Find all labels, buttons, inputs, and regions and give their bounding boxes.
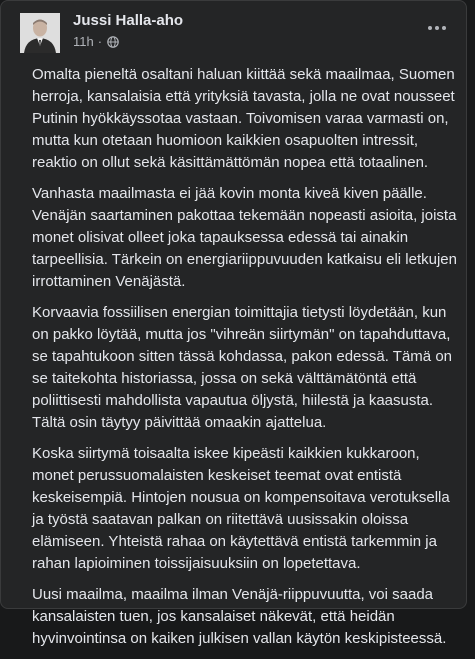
post-meta: [73, 34, 119, 49]
post-paragraph: Koska siirtymä toisaalta iskee kipeästi kaikkien kukkaroon, monet perussuomalaisten keskeiset teemat ovat entistä keskeisempiä. Hintojen nousua on kompensoitava verotuksella ja työstä saatavan palkan on riitettävä uusissakin oloissa elämiseen. Yhteistä rahaa on käytettävä entistä tarkemmin ja rahan lapioiminen toissijaisuuksiin on lopetettava.: [32, 445, 450, 572]
post-paragraph: Omalta pieneltä osaltani haluan kiittää sekä maailmaa, Suomen herroja, kansalaisia että yrityksiä tavasta, jolla ne ovat nousseet Putinin hyökkäyssotaa vastaan. Toivomisen varaa varmasti on, mutta kun otetaan huomioon kaikkien osapuolten intressit, reaktio on ollut sekä käsittämättömän nopea että totaalinen.: [32, 66, 455, 171]
post-paragraph: Vanhasta maailmasta ei jää kovin monta kiveä kiven päälle. Venäjän saartaminen pakottaa tekemään nopeasti asioita, joista monet olisivat olleet joka tapauksessa edessä tai ainakin tarpeellisia. Tärkein on energiariippuvuuden katkaisu eli letkujen irrottaminen Venäjästä.: [32, 185, 457, 290]
post-text: [32, 64, 462, 659]
author-photo: [20, 13, 60, 53]
author-name[interactable]: Jussi Halla-aho: [73, 12, 184, 29]
globe-icon[interactable]: [107, 36, 119, 48]
more-dots-icon: [427, 25, 447, 31]
post-paragraph: Korvaavia fossiilisen energian toimittajia tietysti löydetään, kun on pakko löytää, mutta jos "vihreän siirtymän" on tapahduttava, se tapahtukoon sitten tässä kohdassa, pakon edessä. Tämä on se taitekohta historiassa, jossa on sekä välttämätöntä että poliittisesti mahdollista vapautua öljystä, hiilestä ja kaasusta. Tältä osin täytyy päivittää omaakin ajattelua.: [32, 304, 452, 431]
avatar[interactable]: [20, 13, 60, 53]
post-header: [1, 1, 466, 61]
post-paragraph: Uusi maailma, maailma ilman Venäjä-riippuvuutta, voi saada kansalaisten tuen, jos kansalaiset näkevät, että heidän hyvinvointinsa on kaiken julkisen vallan käytön keskipisteessä.: [32, 586, 447, 647]
more-options-button[interactable]: [422, 17, 452, 39]
meta-separator: ·: [97, 34, 103, 49]
post-time[interactable]: 11h: [73, 34, 94, 49]
